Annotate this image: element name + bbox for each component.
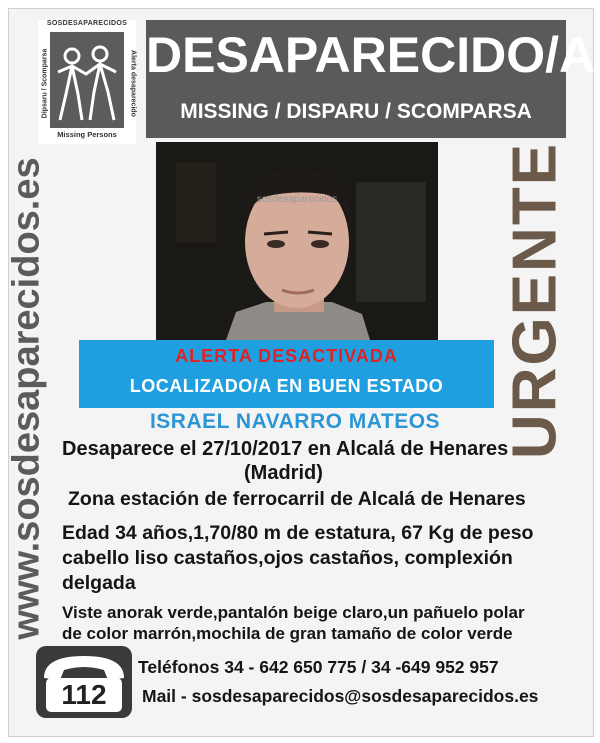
disappear-zone: Zona estación de ferrocarril de Alcalá de Henares [68,488,526,510]
logo-top-text: SOSDESAPARECIDOS [46,20,128,27]
logo-left-text: Dipsaru / Scomparsa [41,48,49,119]
alert-found: LOCALIZADO/A EN BUEN ESTADO [129,376,444,396]
contact-phones: Teléfonos 34 - 642 650 775 / 34 -649 952 957 [138,657,499,677]
urgent-vertical-text: URGENTE [500,141,570,460]
contact-mail: Mail - sosdesaparecidos@sosdesaparecidos.es [142,686,539,706]
emergency-number: 112 [46,678,122,712]
logo-bottom-text: Missing Persons [57,130,117,139]
person-photo [156,142,438,340]
person-name: ISRAEL NAVARRO MATEOS [149,410,441,433]
page-subtitle: MISSING / DISPARU / SCOMPARSA [180,100,532,123]
logo [38,20,136,144]
alert-status: ALERTA DESACTIVADA [175,346,398,366]
clothes-line-2: de color marrón,mochila de gran tamaño de color verde [62,624,513,643]
description-line-1: Edad 34 años,1,70/80 m de estatura, 67 Kg de peso [62,522,534,544]
alert-banner [79,340,494,408]
clothes-line-1: Viste anorak verde,pantalón beige claro,un pañuelo polar [62,603,525,622]
logo-figures-icon [50,32,124,128]
page-title: DESAPARECIDO/A [146,27,596,83]
description-line-2: cabello liso castaños,ojos castaños, complexión [62,547,513,569]
description-line-3: delgada [62,572,136,594]
header-banner [146,20,596,138]
photo-watermark: sosdesaparecidos [256,194,338,205]
website-vertical-text: www.sosdesaparecidos.es [5,157,48,640]
disappear-region: (Madrid) [244,462,323,484]
logo-right-text: Alerta desaparecido [129,50,137,117]
disappear-date: Desaparece el 27/10/2017 en Alcalá de Henares [62,438,509,460]
